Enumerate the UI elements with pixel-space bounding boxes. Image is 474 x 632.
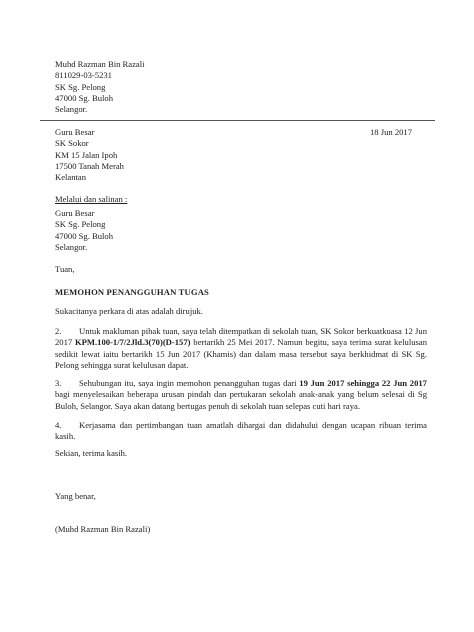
paragraph-2-text-a: Untuk makluman pihak tuan, saya telah ditempatkan di sekolah tuan, SK Sokor berkuatkuasa 12 Jun 2017 (55, 326, 427, 348)
paragraph-3-text-b: bagi menyelesaikan beberapa urusan pindah dan pertukaran sekolah anak-anak yang belum selesai di Sg Buloh, Selangor. Saya akan datang bertugas penuh di sekolah tuan selepas cuti hari raya. (55, 389, 427, 411)
paragraph-3-dates: 19 Jun 2017 sehingga 22 Jun 2017 (299, 378, 427, 388)
paragraph-4-text: Kerjasama dan pertimbangan tuan amatlah dihargai dan didahului dengan ucapan ribuan terima kasih. (55, 420, 427, 442)
paragraph-3-number: 3. (55, 378, 62, 388)
cc-address-line: 47000 Sg. Buloh (55, 230, 114, 241)
paragraph-2-number: 2. (55, 326, 62, 336)
signature-name: (Muhd Razman Bin Razali) (55, 524, 151, 534)
closing-line: Sekian, terima kasih. (55, 448, 128, 458)
signoff: Yang benar, (55, 491, 96, 501)
paragraph-4 (55, 420, 427, 443)
cc-address (55, 208, 427, 253)
paragraph-4-number: 4. (55, 420, 62, 430)
intro-paragraph: Sukacitanya perkara di atas adalah dirujuk. (55, 306, 203, 316)
subject-heading: MEMOHON PENANGGUHAN TUGAS (55, 287, 209, 297)
paragraph-3-text-a: Sehubungan itu, saya ingin memohon penangguhan tugas dari (79, 378, 300, 388)
header-divider (40, 120, 435, 121)
letter-date: 18 Jun 2017 (370, 127, 413, 137)
recipient-title: Guru Besar (55, 127, 95, 137)
recipient-state: Kelantan (55, 172, 87, 183)
sender-line-2: 47000 Sg. Buloh (55, 93, 114, 104)
paragraph-3 (55, 378, 427, 412)
paragraph-2-reference: KPM.100-1/7/2Jld.3(70)(D-157) (74, 337, 191, 348)
salutation: Tuan, (55, 264, 75, 274)
paragraph-2 (55, 326, 427, 371)
cc-heading: Melalui dan salinan : (55, 194, 128, 204)
cc-school: SK Sg. Pelong (55, 219, 106, 230)
sender-ic: 811029-03-5231 (55, 70, 112, 81)
recipient-address-2: 17500 Tanah Merah (55, 161, 124, 172)
sender-line-3: Selangor. (55, 104, 88, 115)
sender-address (55, 59, 427, 116)
sender-name: Muhd Razman Bin Razali (55, 59, 145, 69)
paragraph-2-text-b: bertarikh 25 Mei 2017. Namun begitu, saya terima surat kelulusan sedikit lewat iaitu bertarikh 15 Jun 2017 (Khamis) dan dalam masa tersebut saya berkhidmat di SK Sg. Pelong sehingga surat kelulusan dapat. (55, 337, 427, 371)
cc-state: Selangor. (55, 242, 88, 253)
recipient-school: SK Sokor (55, 138, 89, 149)
cc-title: Guru Besar (55, 208, 95, 218)
sender-line-1: SK Sg. Pelong (55, 81, 106, 92)
recipient-address-1: KM 15 Jalan Ipoh (55, 149, 118, 160)
